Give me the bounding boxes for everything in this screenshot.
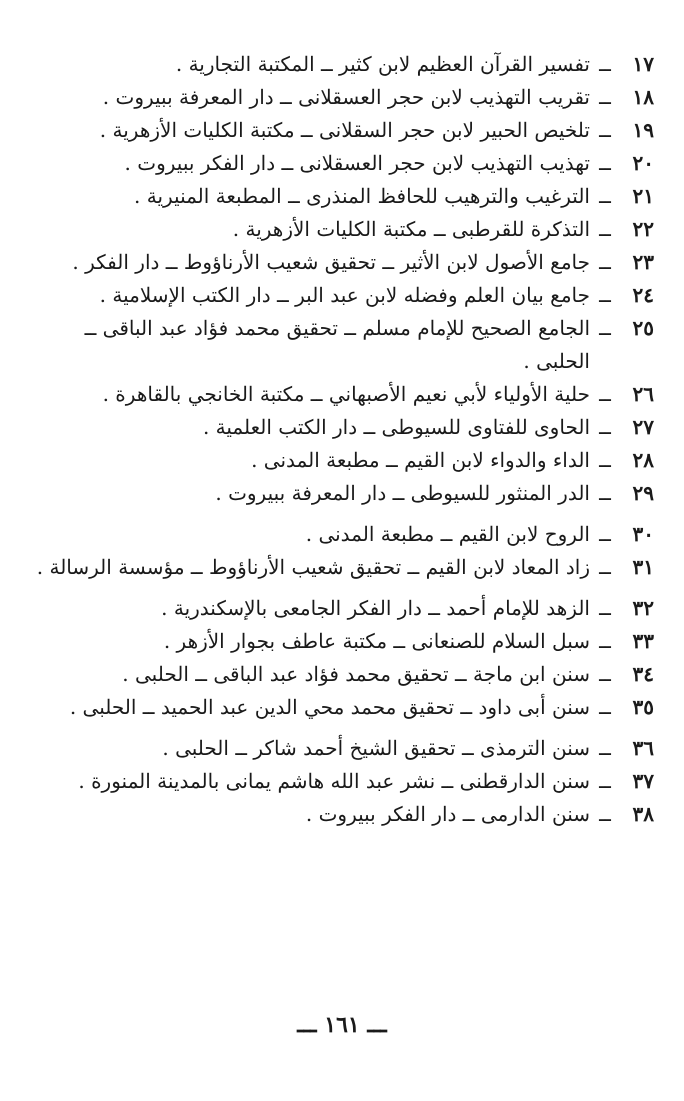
- reference-text: تقريب التهذيب لابن حجر العسقلانى ــ دار المعرفة ببيروت .: [102, 85, 590, 109]
- reference-number: ٢٢: [632, 217, 654, 241]
- reference-text: تهذيب التهذيب لابن حجر العسقلانى ــ دار الفكر ببيروت .: [124, 151, 590, 175]
- reference-number: ١٧: [632, 52, 654, 76]
- reference-text: الروح لابن القيم ــ مطبعة المدنى .: [305, 522, 590, 546]
- reference-item: [34, 48, 654, 81]
- reference-dash: ــ: [599, 52, 611, 76]
- reference-dash: ــ: [599, 250, 611, 274]
- reference-item: [34, 625, 654, 658]
- reference-dash: ــ: [599, 736, 611, 760]
- reference-text: الترغيب والترهيب للحافظ المنذرى ــ المطبعة المنيرية .: [134, 184, 590, 208]
- reference-text: الدر المنثور للسيوطى ــ دار المعرفة ببيروت .: [215, 481, 590, 505]
- reference-text: التذكرة للقرطبى ــ مكتبة الكليات الأزهرية .: [232, 217, 590, 241]
- reference-item: [34, 81, 654, 114]
- reference-number: ٣٦: [632, 736, 654, 760]
- reference-text: تفسير القرآن العظيم لابن كثير ــ المكتبة التجارية .: [175, 52, 590, 76]
- reference-number: ٣١: [632, 555, 654, 579]
- reference-dash: ــ: [599, 769, 611, 793]
- reference-dash: ــ: [599, 151, 611, 175]
- reference-number: ٢٦: [632, 382, 654, 406]
- reference-dash: ــ: [599, 662, 611, 686]
- reference-text: تلخيص الحبير لابن حجر السقلانى ــ مكتبة الكليات الأزهرية .: [99, 118, 590, 142]
- reference-text: جامع بيان العلم وفضله لابن عبد البر ــ دار الكتب الإسلامية .: [99, 283, 590, 307]
- reference-text: حلية الأولياء لأبي نعيم الأصبهاني ــ مكتبة الخانجي بالقاهرة .: [102, 382, 590, 406]
- reference-number: ٢٠: [632, 151, 654, 175]
- reference-item: [34, 246, 654, 279]
- reference-list: [34, 48, 654, 831]
- reference-text: سنن ابن ماجة ــ تحقيق محمد فؤاد عبد الباقى ــ الحلبى .: [122, 662, 590, 686]
- reference-text: الداء والدواء لابن القيم ــ مطبعة المدنى .: [251, 448, 590, 472]
- reference-dash: ــ: [599, 448, 611, 472]
- reference-dash: ــ: [599, 415, 611, 439]
- reference-text: جامع الأصول لابن الأثير ــ تحقيق شعيب الأرناؤوط ــ دار الفكر .: [72, 250, 590, 274]
- reference-text: سبل السلام للصنعانى ــ مكتبة عاطف بجوار الأزهر .: [163, 629, 590, 653]
- reference-number: ٢٨: [632, 448, 654, 472]
- reference-item: [34, 477, 654, 510]
- reference-item: [34, 279, 654, 312]
- reference-number: ٢٧: [632, 415, 654, 439]
- reference-item: [34, 147, 654, 180]
- reference-item: [34, 180, 654, 213]
- reference-item: [34, 378, 654, 411]
- reference-dash: ــ: [599, 184, 611, 208]
- reference-item: [34, 444, 654, 477]
- reference-item: [34, 691, 654, 724]
- reference-item: [34, 518, 654, 551]
- reference-dash: ــ: [599, 596, 611, 620]
- page-number: ـــ ١٦١ ـــ: [297, 1012, 387, 1038]
- reference-text: سنن أبى داود ــ تحقيق محمد محي الدين عبد الحميد ــ الحلبى .: [69, 695, 590, 719]
- reference-text: الحاوى للفتاوى للسيوطى ــ دار الكتب العلمية .: [202, 415, 590, 439]
- reference-item: [34, 765, 654, 798]
- reference-text: الجامع الصحيح للإمام مسلم ــ تحقيق محمد فؤاد عبد الباقى ــ الحلبى .: [84, 316, 590, 373]
- reference-number: ١٩: [632, 118, 654, 142]
- reference-number: ٣٥: [632, 695, 654, 719]
- reference-item: [34, 411, 654, 444]
- reference-item: [34, 551, 654, 584]
- reference-dash: ــ: [599, 555, 611, 579]
- reference-dash: ــ: [599, 217, 611, 241]
- reference-text: سنن الدارمى ــ دار الفكر ببيروت .: [305, 802, 590, 826]
- reference-text: زاد المعاد لابن القيم ــ تحقيق شعيب الأرناؤوط ــ مؤسسة الرسالة .: [36, 555, 590, 579]
- reference-text: سنن الدارقطنى ــ نشر عبد الله هاشم يمانى بالمدينة المنورة .: [78, 769, 590, 793]
- reference-dash: ــ: [599, 629, 611, 653]
- reference-number: ١٨: [632, 85, 654, 109]
- reference-number: ٢٩: [632, 481, 654, 505]
- reference-dash: ــ: [599, 522, 611, 546]
- reference-dash: ــ: [599, 481, 611, 505]
- reference-item: [34, 213, 654, 246]
- reference-number: ٢٤: [632, 283, 654, 307]
- reference-number: ٢٥: [632, 316, 654, 340]
- reference-item: [34, 798, 654, 831]
- reference-dash: ــ: [599, 802, 611, 826]
- reference-text: سنن الترمذى ــ تحقيق الشيخ أحمد شاكر ــ الحلبى .: [162, 736, 590, 760]
- reference-dash: ــ: [599, 382, 611, 406]
- reference-number: ٣٤: [632, 662, 654, 686]
- reference-number: ٣٢: [632, 596, 654, 620]
- reference-dash: ــ: [599, 85, 611, 109]
- reference-number: ٣٠: [632, 522, 654, 546]
- reference-text: الزهد للإمام أحمد ــ دار الفكر الجامعى بالإسكندرية .: [161, 596, 590, 620]
- reference-number: ٣٧: [632, 769, 654, 793]
- reference-item: [34, 114, 654, 147]
- reference-number: ٣٣: [632, 629, 654, 653]
- reference-item: [34, 732, 654, 765]
- reference-dash: ــ: [599, 118, 611, 142]
- reference-dash: ــ: [599, 316, 611, 340]
- reference-dash: ــ: [599, 283, 611, 307]
- reference-item: [34, 658, 654, 691]
- reference-dash: ــ: [599, 695, 611, 719]
- reference-item: [34, 592, 654, 625]
- reference-item: [34, 312, 654, 378]
- reference-number: ٢٣: [632, 250, 654, 274]
- reference-number: ٣٨: [632, 802, 654, 826]
- reference-number: ٢١: [632, 184, 654, 208]
